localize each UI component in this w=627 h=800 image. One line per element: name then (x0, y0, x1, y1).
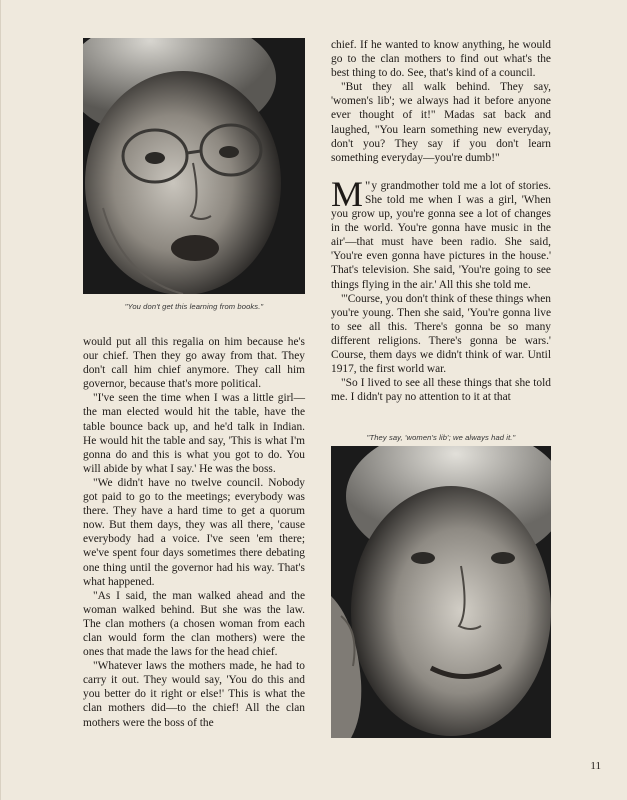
paragraph: "But they all walk behind. They say, 'women's lib'; we always had it before anyone ever thought of it!" Madas sat back and laughed, "You learn something new everyday, don't you? They say if you don't learn something everyday—you're dumb!" (331, 81, 551, 164)
paragraph: would put all this regalia on him because he's our chief. Then they go away from that. They don't call him chief anymore. They call him governor, because that's more political. (83, 336, 305, 391)
paragraph: "I've seen the time when I was a little girl—the man elected would hit the table, have the table bounce back up, and he'd talk in Indian. He would hit the table and say, 'This is what I'm gonna do and this is what you got to do. You will abide by what I say.' He was the boss. (83, 392, 305, 475)
portrait-photo-top (83, 38, 305, 294)
portrait-photo-bottom (331, 446, 551, 738)
paragraph: "As I said, the man walked ahead and the woman walked behind. But she was the law. The clan mothers (a chosen woman from each clan would form the clan mothers) were the ones that made the laws for the head chief. (83, 589, 305, 659)
right-column (331, 38, 551, 404)
open-quote: " (365, 177, 371, 193)
caption-bottom: "They say, 'women's lib'; we always had it." (366, 433, 516, 442)
portrait-photo-bottom-image (331, 446, 551, 738)
paragraph: "'Course, you don't think of these things when you're young. Then she said, 'You're gonna live to see all this. There's gonna be so many different religions. There's gonna be wars.' Course, them days we didn't think of war. Until 1917, the first world war. (331, 292, 551, 376)
portrait-photo-top-image (83, 38, 305, 294)
drop-cap: M (331, 173, 364, 214)
paragraph: "We didn't have no twelve council. Nobody got paid to go to the meetings; everybody was there. They have a hard time to get a quorum now. But them days, they was all there, 'cause everybody had a voice. I've seen 'em there; we've spent four days sometimes there debating one thing until the governor had his way. That's what happened. (83, 476, 305, 588)
paragraph: chief. If he wanted to know anything, he would go to the clan mothers to find out what's the best thing to do. See, that's kind of a council. (331, 39, 551, 80)
left-body-text (83, 335, 305, 730)
dropcap-paragraph (331, 173, 551, 292)
dropcap-text: y grandmother told me a lot of stories. She told me when I was a girl, 'When you grow up, you're gonna see a lot of changes in the world. You're gonna have music in the air'—that must have been radio. She said, 'You're even gonna have pictures in the house.' That's television. She said, 'You're going to see things flying in the air.' All this she told me. (331, 179, 551, 291)
left-column (83, 38, 305, 730)
paragraph: "Whatever laws the mothers made, he had to carry it out. They would say, 'You do this and you better do it right or else!' This is what the clan mothers did—to the chief! All the clan mothers were the boss of the (83, 660, 305, 729)
caption-top: "You don't get this learning from books." (124, 302, 264, 311)
paragraph: "So I lived to see all these things that she told me. I didn't pay no attention to it at that (331, 377, 551, 404)
right-body-text (331, 38, 551, 404)
page-number: 11 (590, 760, 601, 772)
